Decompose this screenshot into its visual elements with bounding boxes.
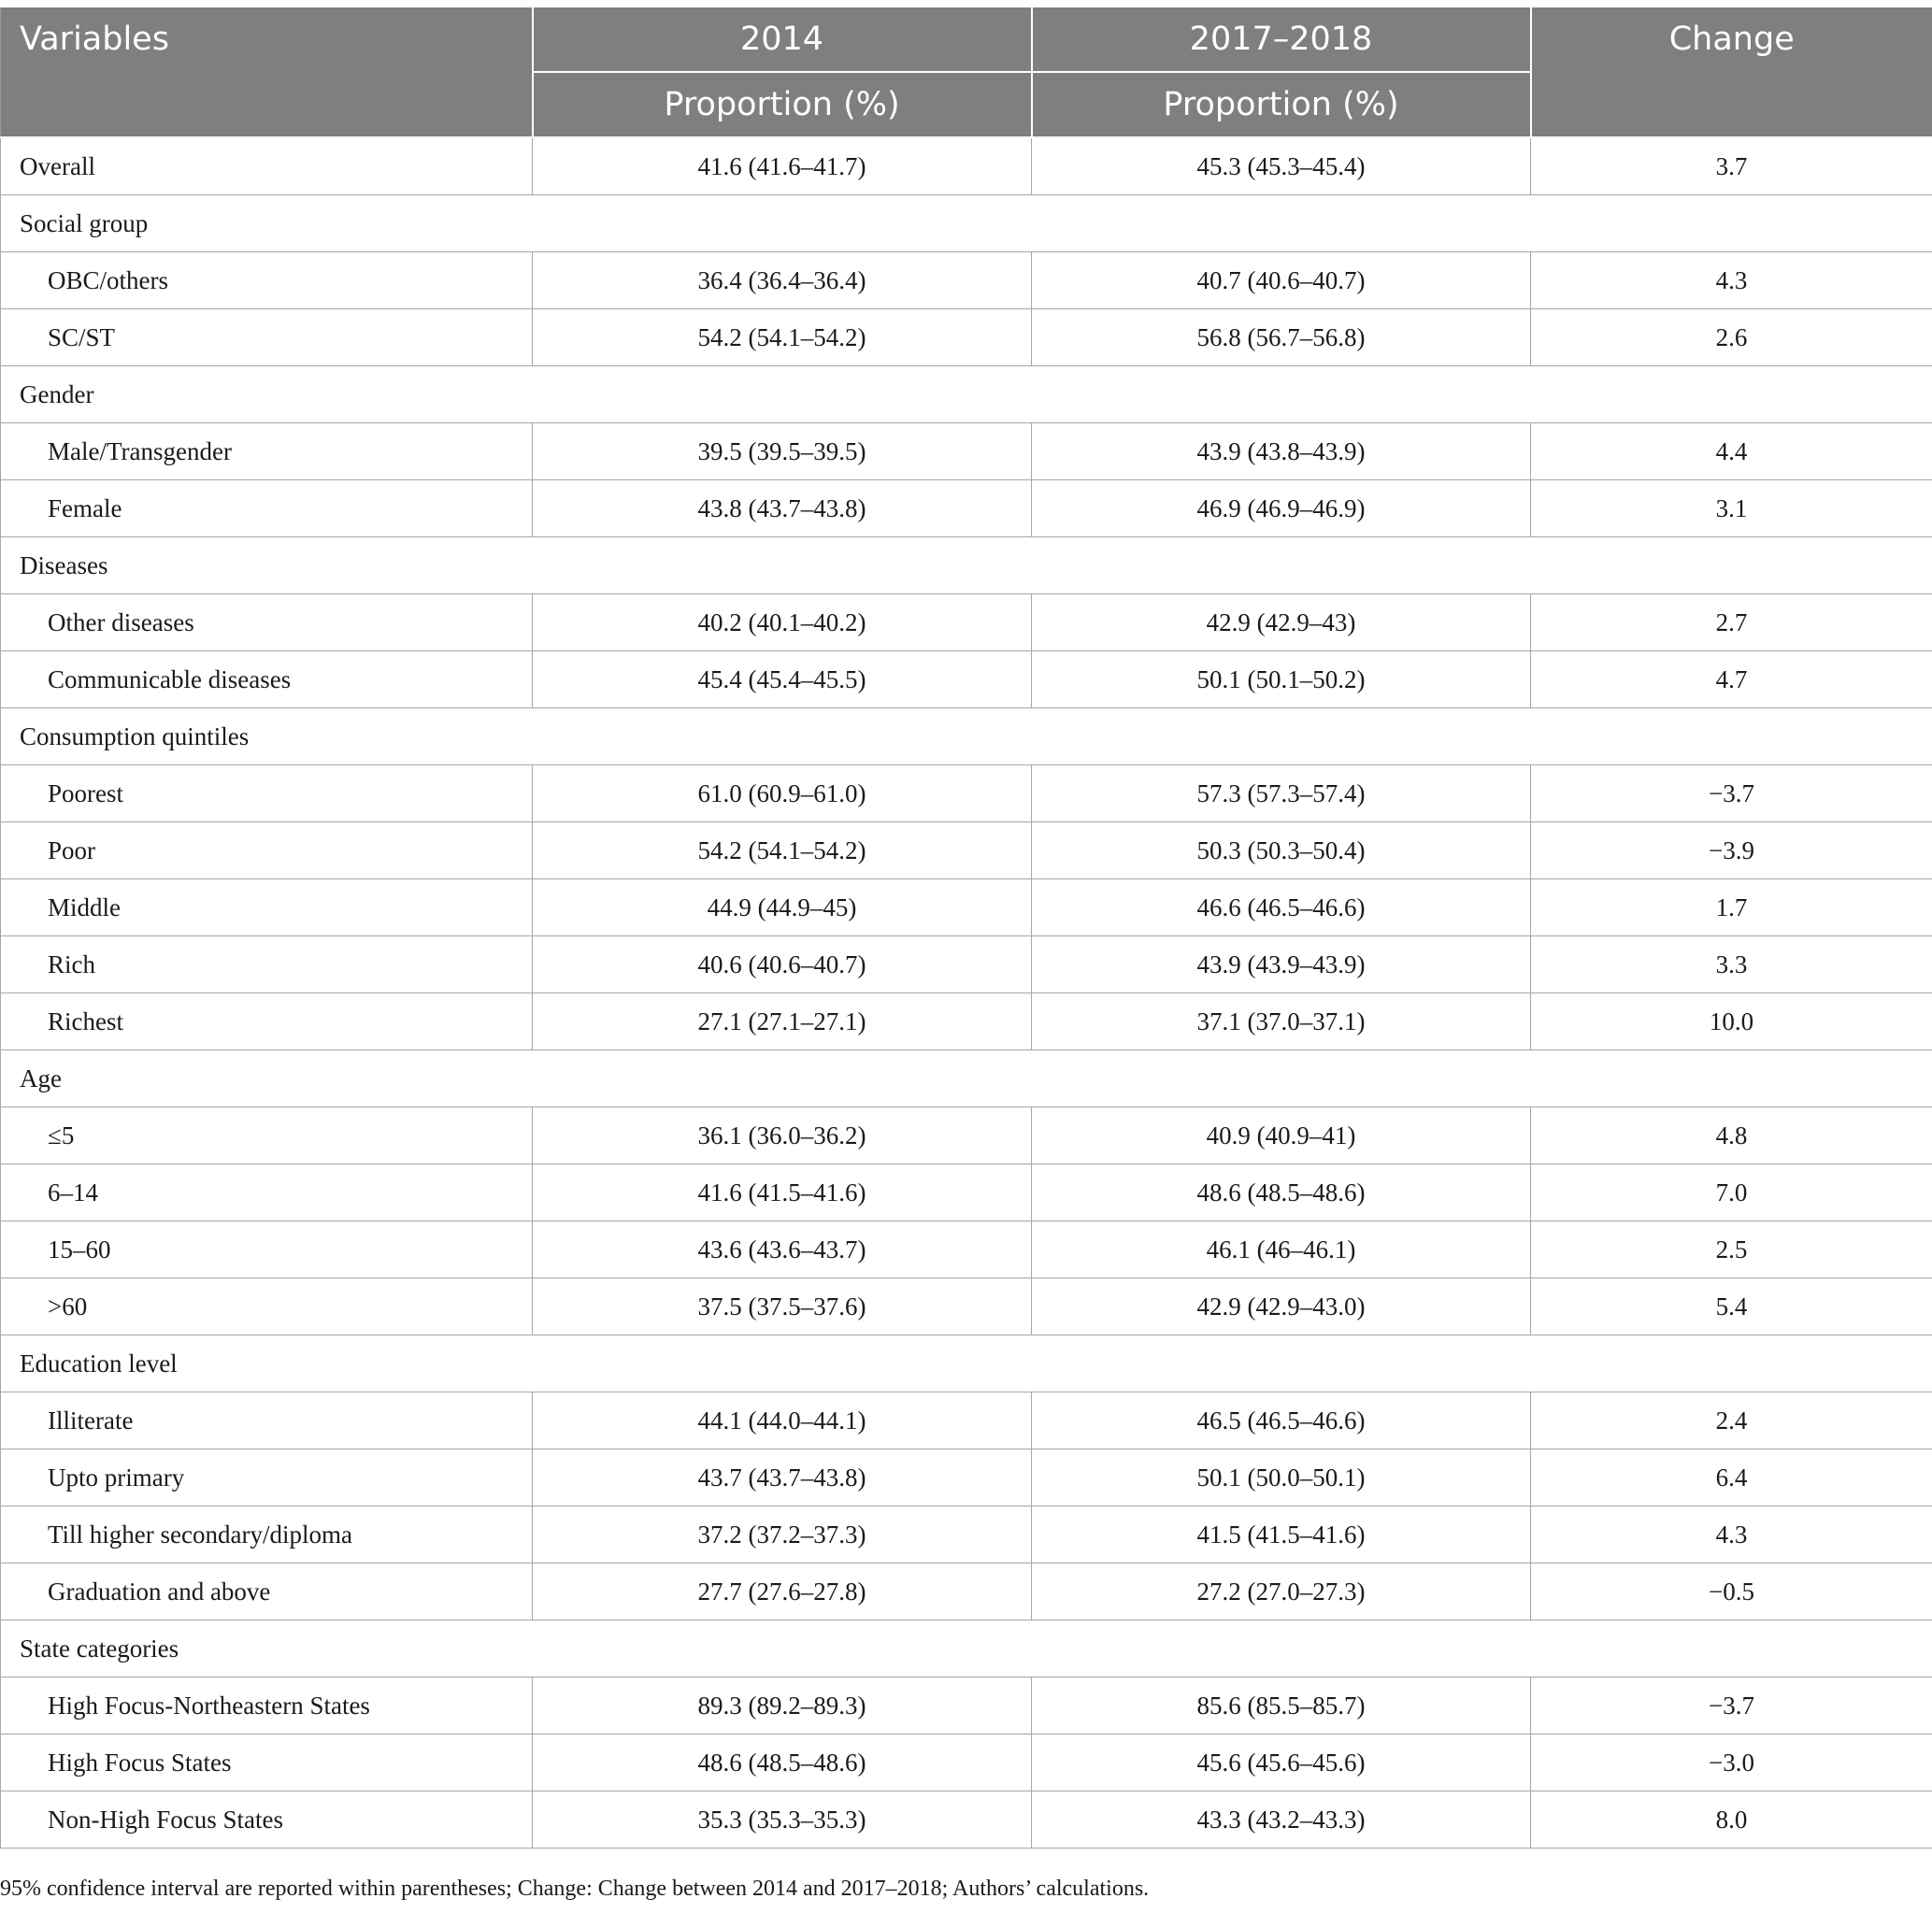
row-label: 6–14 [1,1164,533,1221]
cell-2017-2018: 40.7 (40.6–40.7) [1032,252,1531,309]
cell-2014: 37.5 (37.5–37.6) [533,1278,1032,1335]
cell-2014: 61.0 (60.9–61.0) [533,765,1032,822]
cell-change: 4.3 [1531,252,1932,309]
cell-change: 4.8 [1531,1107,1932,1164]
section-label: Consumption quintiles [1,708,1932,765]
section-row [1,366,1932,423]
cell-2017-2018: 57.3 (57.3–57.4) [1032,765,1531,822]
cell-change: 7.0 [1531,1164,1932,1221]
section-row [1,1050,1932,1107]
table-row [1,765,1932,822]
cell-2017-2018: 50.3 (50.3–50.4) [1032,822,1531,879]
cell-2014: 54.2 (54.1–54.2) [533,309,1032,366]
table-row [1,1221,1932,1278]
cell-2014: 44.1 (44.0–44.1) [533,1392,1032,1449]
section-label: Gender [1,366,1932,423]
cell-change: 5.4 [1531,1278,1932,1335]
cell-change: 4.7 [1531,651,1932,708]
cell-2014: 36.1 (36.0–36.2) [533,1107,1032,1164]
row-label: Richest [1,993,533,1050]
row-label: Rich [1,936,533,993]
cell-change: −3.9 [1531,822,1932,879]
cell-change: 2.5 [1531,1221,1932,1278]
cell-2017-2018: 50.1 (50.1–50.2) [1032,651,1531,708]
header-change: Change [1531,7,1932,137]
section-label: Social group [1,195,1932,252]
row-label: Other diseases [1,594,533,651]
cell-change: 3.7 [1531,137,1932,195]
cell-2017-2018: 85.6 (85.5–85.7) [1032,1677,1531,1735]
row-label: SC/ST [1,309,533,366]
cell-change: 2.6 [1531,309,1932,366]
data-table [0,7,1932,1849]
row-label: Upto primary [1,1449,533,1506]
cell-2017-2018: 37.1 (37.0–37.1) [1032,993,1531,1050]
cell-2014: 41.6 (41.6–41.7) [533,137,1032,195]
cell-2014: 44.9 (44.9–45) [533,879,1032,936]
table-row [1,1506,1932,1563]
table-row [1,1107,1932,1164]
cell-2017-2018: 43.9 (43.9–43.9) [1032,936,1531,993]
cell-change: 3.1 [1531,480,1932,537]
row-label: Till higher secondary/diploma [1,1506,533,1563]
cell-change: −3.7 [1531,765,1932,822]
section-label: Education level [1,1335,1932,1392]
table-row [1,252,1932,309]
table-row [1,879,1932,936]
row-label: ≤5 [1,1107,533,1164]
cell-change: 1.7 [1531,879,1932,936]
row-label: Overall [1,137,533,195]
row-label: Illiterate [1,1392,533,1449]
section-row [1,1335,1932,1392]
row-label: Non-High Focus States [1,1792,533,1849]
cell-change: −3.0 [1531,1735,1932,1792]
row-label: High Focus-Northeastern States [1,1677,533,1735]
table-row [1,1563,1932,1620]
row-label: 15–60 [1,1221,533,1278]
table-row [1,822,1932,879]
cell-2014: 43.6 (43.6–43.7) [533,1221,1032,1278]
cell-2017-2018: 45.6 (45.6–45.6) [1032,1735,1531,1792]
table-row [1,1164,1932,1221]
cell-2017-2018: 46.1 (46–46.1) [1032,1221,1531,1278]
cell-2017-2018: 46.5 (46.5–46.6) [1032,1392,1531,1449]
table-row [1,309,1932,366]
row-label: >60 [1,1278,533,1335]
row-label: Middle [1,879,533,936]
cell-2014: 41.6 (41.5–41.6) [533,1164,1032,1221]
table-row [1,1677,1932,1735]
cell-change: 3.3 [1531,936,1932,993]
table-body [1,137,1932,1849]
table-row [1,1735,1932,1792]
cell-change: 2.4 [1531,1392,1932,1449]
header-variables: Variables [1,7,533,137]
cell-change: −3.7 [1531,1677,1932,1735]
cell-2017-2018: 46.9 (46.9–46.9) [1032,480,1531,537]
cell-2014: 48.6 (48.5–48.6) [533,1735,1032,1792]
section-row [1,537,1932,594]
section-label: Diseases [1,537,1932,594]
table-row [1,594,1932,651]
table-row [1,651,1932,708]
cell-2014: 45.4 (45.4–45.5) [533,651,1032,708]
section-row [1,195,1932,252]
header-proportion-2017-2018: Proportion (%) [1032,72,1531,137]
header-proportion-2014: Proportion (%) [533,72,1032,137]
cell-2017-2018: 40.9 (40.9–41) [1032,1107,1531,1164]
cell-2014: 40.6 (40.6–40.7) [533,936,1032,993]
table-row [1,423,1932,480]
section-label: Age [1,1050,1932,1107]
row-label: OBC/others [1,252,533,309]
row-label: Poor [1,822,533,879]
cell-2017-2018: 41.5 (41.5–41.6) [1032,1506,1531,1563]
row-label: Communicable diseases [1,651,533,708]
table-row [1,480,1932,537]
row-label: Poorest [1,765,533,822]
table-header [1,7,1932,137]
cell-2014: 27.7 (27.6–27.8) [533,1563,1032,1620]
cell-2017-2018: 42.9 (42.9–43.0) [1032,1278,1531,1335]
cell-2014: 43.7 (43.7–43.8) [533,1449,1032,1506]
row-label: High Focus States [1,1735,533,1792]
table-row [1,1392,1932,1449]
table-row [1,993,1932,1050]
row-label: Graduation and above [1,1563,533,1620]
header-year-2017-2018: 2017–2018 [1032,7,1531,72]
cell-change: 6.4 [1531,1449,1932,1506]
cell-2014: 39.5 (39.5–39.5) [533,423,1032,480]
cell-2017-2018: 27.2 (27.0–27.3) [1032,1563,1531,1620]
cell-2014: 43.8 (43.7–43.8) [533,480,1032,537]
table-row [1,936,1932,993]
cell-2017-2018: 50.1 (50.0–50.1) [1032,1449,1531,1506]
cell-change: 8.0 [1531,1792,1932,1849]
cell-change: 4.3 [1531,1506,1932,1563]
cell-2017-2018: 43.3 (43.2–43.3) [1032,1792,1531,1849]
cell-2014: 37.2 (37.2–37.3) [533,1506,1032,1563]
section-row [1,708,1932,765]
table-footnote: 95% confidence interval are reported within parentheses; Change: Change between 2014 and 2017–2018; Authors’ calculations. [0,1877,1150,1901]
header-year-2014: 2014 [533,7,1032,72]
table-row [1,1792,1932,1849]
table-row [1,1278,1932,1335]
table-row [1,1449,1932,1506]
cell-2017-2018: 48.6 (48.5–48.6) [1032,1164,1531,1221]
cell-2014: 27.1 (27.1–27.1) [533,993,1032,1050]
cell-2014: 54.2 (54.1–54.2) [533,822,1032,879]
cell-change: −0.5 [1531,1563,1932,1620]
cell-change: 10.0 [1531,993,1932,1050]
cell-2014: 36.4 (36.4–36.4) [533,252,1032,309]
cell-2014: 35.3 (35.3–35.3) [533,1792,1032,1849]
cell-2014: 40.2 (40.1–40.2) [533,594,1032,651]
cell-2017-2018: 42.9 (42.9–43) [1032,594,1531,651]
cell-2017-2018: 45.3 (45.3–45.4) [1032,137,1531,195]
row-label: Female [1,480,533,537]
cell-2014: 89.3 (89.2–89.3) [533,1677,1032,1735]
cell-2017-2018: 56.8 (56.7–56.8) [1032,309,1531,366]
row-label: Male/Transgender [1,423,533,480]
cell-change: 4.4 [1531,423,1932,480]
cell-2017-2018: 43.9 (43.8–43.9) [1032,423,1531,480]
table-row [1,137,1932,195]
cell-change: 2.7 [1531,594,1932,651]
cell-2017-2018: 46.6 (46.5–46.6) [1032,879,1531,936]
section-row [1,1620,1932,1677]
section-label: State categories [1,1620,1932,1677]
